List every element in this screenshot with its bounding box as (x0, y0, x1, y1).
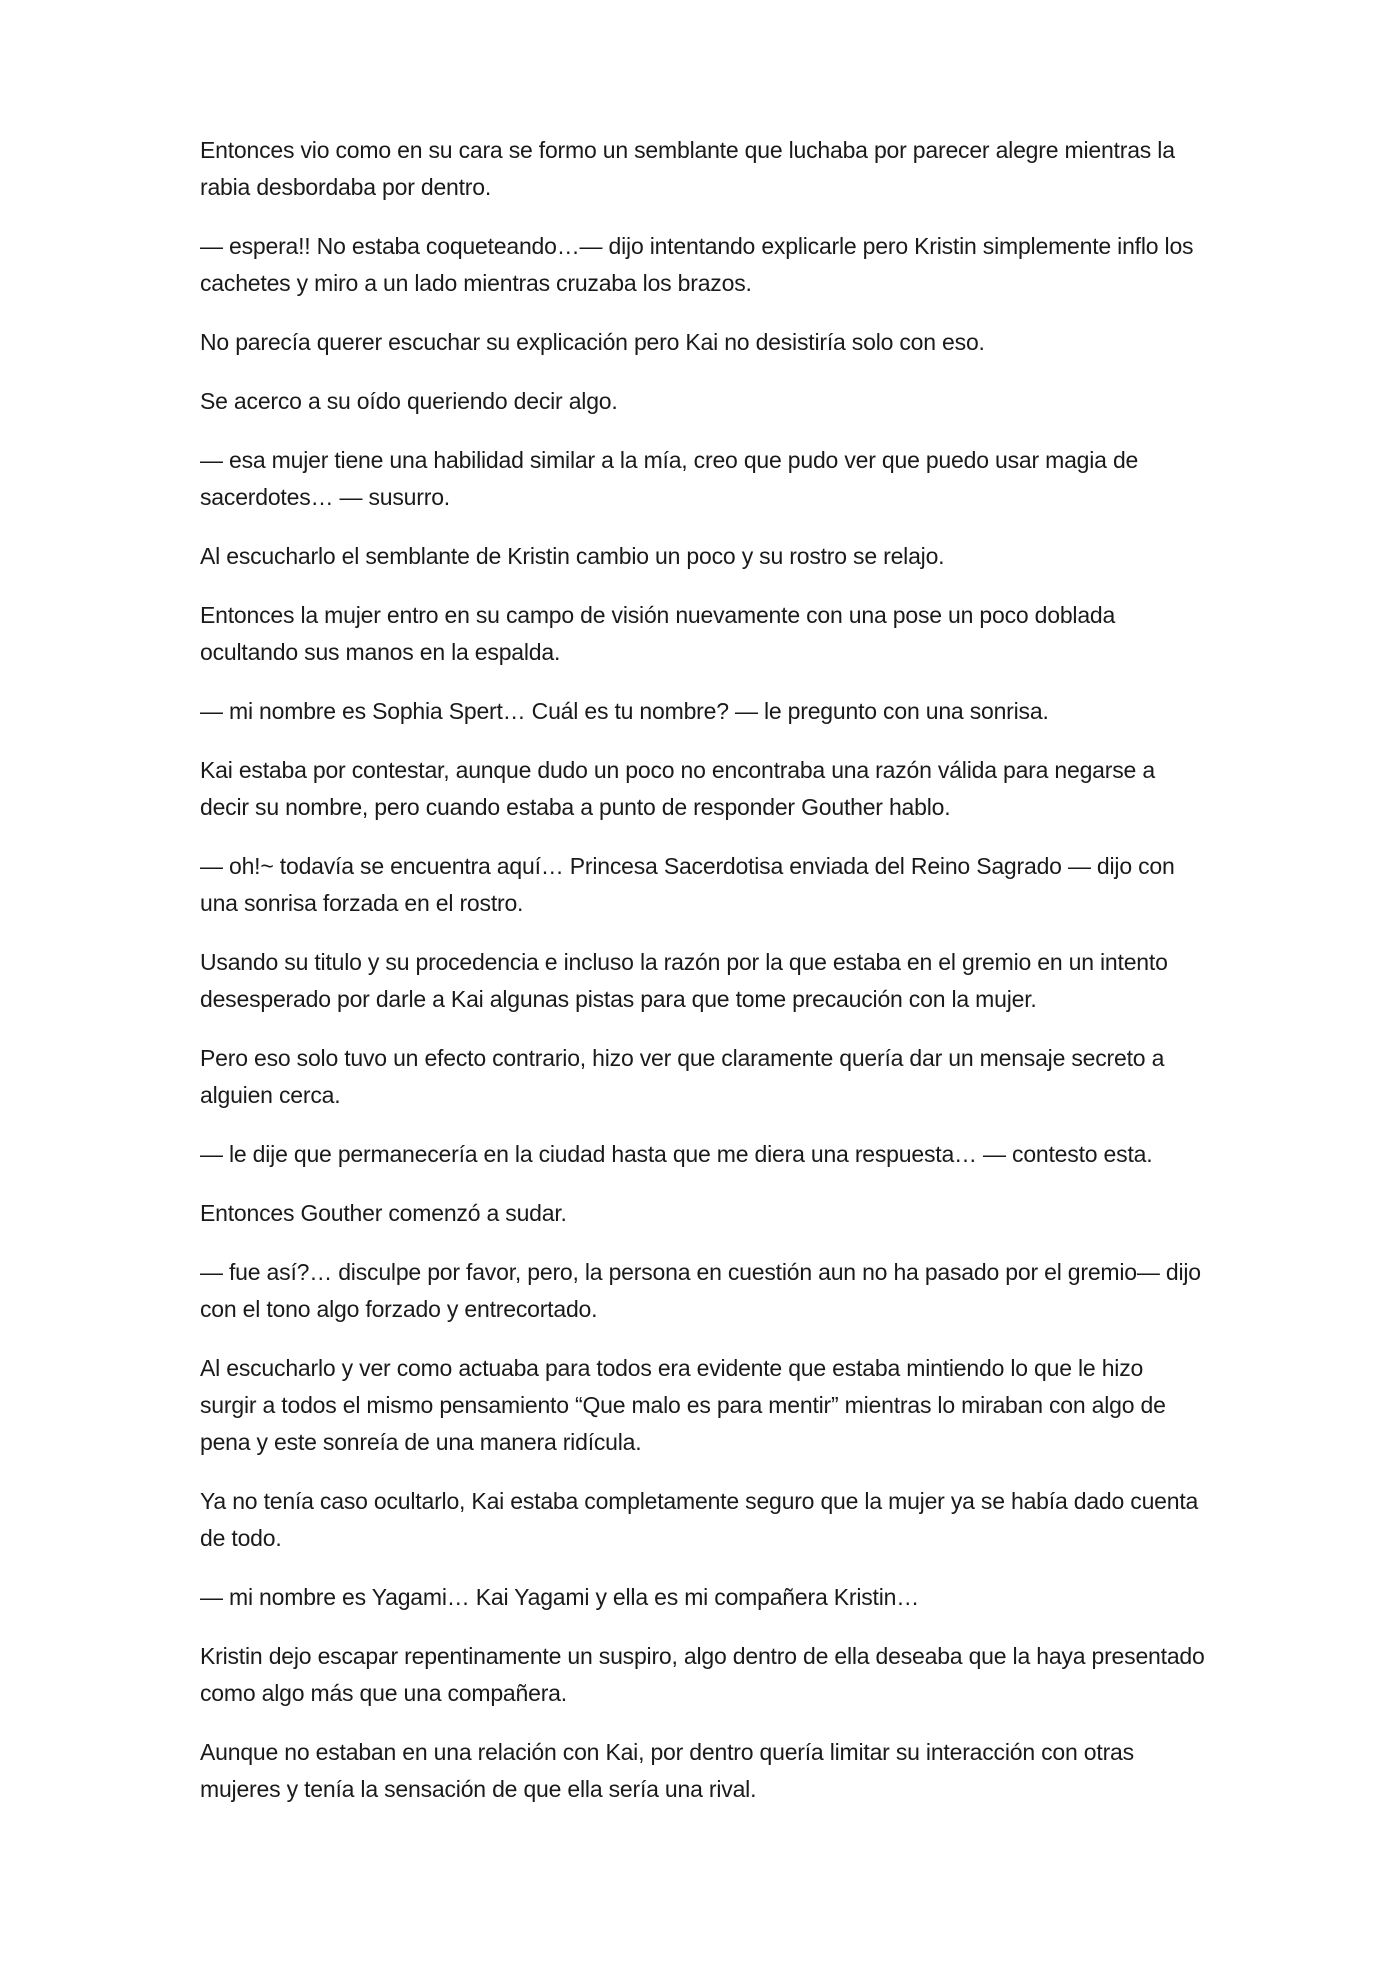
paragraph: — le dije que permanecería en la ciudad hasta que me diera una respuesta… — contesto esta. (200, 1141, 1153, 1167)
paragraph: Entonces la mujer entro en su campo de visión nuevamente con una pose un poco doblada ocultando sus manos en la espalda. (200, 602, 1116, 665)
paragraph: Pero eso solo tuvo un efecto contrario, hizo ver que claramente quería dar un mensaje secreto a alguien cerca. (200, 1045, 1165, 1108)
paragraph: — mi nombre es Yagami… Kai Yagami y ella es mi compañera Kristin… (200, 1584, 920, 1610)
paragraph: Al escucharlo el semblante de Kristin cambio un poco y su rostro se relajo. (200, 543, 945, 569)
paragraph: Kai estaba por contestar, aunque dudo un poco no encontraba una razón válida para negarse a decir su nombre, pero cuando estaba a punto de responder Gouther hablo. (200, 757, 1155, 820)
paragraph: — mi nombre es Sophia Spert… Cuál es tu nombre? — le pregunto con una sonrisa. (200, 698, 1049, 724)
paragraph: — oh!~ todavía se encuentra aquí… Princesa Sacerdotisa enviada del Reino Sagrado — dijo con una sonrisa forzada en el rostro. (200, 853, 1175, 916)
paragraph: Entonces Gouther comenzó a sudar. (200, 1200, 567, 1226)
paragraph: Aunque no estaban en una relación con Kai, por dentro quería limitar su interacción con otras mujeres y tenía la sensación de que ella sería una rival. (200, 1739, 1134, 1802)
paragraph: Kristin dejo escapar repentinamente un suspiro, algo dentro de ella deseaba que la haya presentado como algo más que una compañera. (200, 1643, 1205, 1706)
document-body (200, 132, 1205, 1830)
paragraph: Entonces vio como en su cara se formo un semblante que luchaba por parecer alegre mientras la rabia desbordaba por dentro. (200, 137, 1175, 200)
paragraph: — esa mujer tiene una habilidad similar a la mía, creo que pudo ver que puedo usar magia de sacerdotes… — susurro. (200, 447, 1139, 510)
paragraph: — fue así?… disculpe por favor, pero, la persona en cuestión aun no ha pasado por el gremio— dijo con el tono algo forzado y entrecortado. (200, 1259, 1201, 1322)
paragraph: Al escucharlo y ver como actuaba para todos era evidente que estaba mintiendo lo que le hizo surgir a todos el mismo pensamiento “Que malo es para mentir” mientras lo miraban con algo de pena y este sonreía de una manera ridícula. (200, 1355, 1166, 1455)
paragraph: Se acerco a su oído queriendo decir algo. (200, 388, 618, 414)
paragraph: No parecía querer escuchar su explicación pero Kai no desistiría solo con eso. (200, 329, 985, 355)
paragraph: — espera!! No estaba coqueteando…— dijo intentando explicarle pero Kristin simplemente inflo los cachetes y miro a un lado mientras cruzaba los brazos. (200, 233, 1194, 296)
paragraph: Usando su titulo y su procedencia e incluso la razón por la que estaba en el gremio en un intento desesperado por darle a Kai algunas pistas para que tome precaución con la mujer. (200, 949, 1168, 1012)
paragraph: Ya no tenía caso ocultarlo, Kai estaba completamente seguro que la mujer ya se había dado cuenta de todo. (200, 1488, 1199, 1551)
